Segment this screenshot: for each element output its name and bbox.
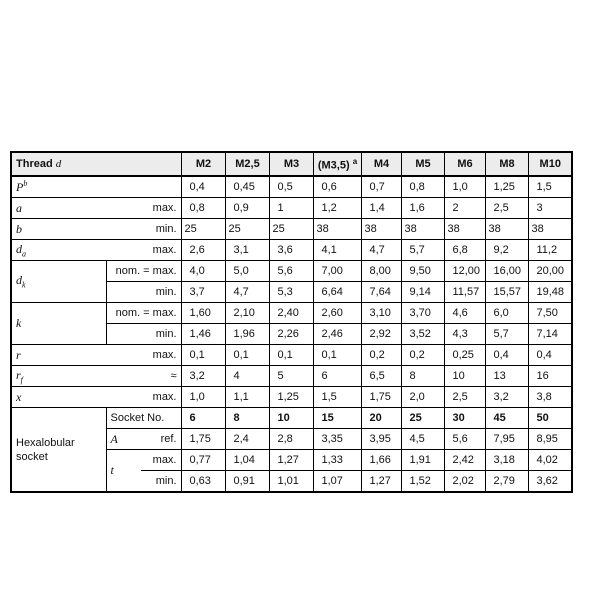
table-cell: 2,5 [485, 198, 528, 219]
table-cell: 1,1 [225, 387, 269, 408]
table-cell: 2 [444, 198, 485, 219]
table-cell: 1,66 [361, 450, 401, 471]
table-cell: 1,4 [361, 198, 401, 219]
table-cell: 3,1 [225, 240, 269, 261]
col-header: M2,5 [225, 152, 269, 176]
table-cell: 1 [269, 198, 313, 219]
table-cell: 0,2 [401, 345, 444, 366]
row-qualifier: max. [106, 387, 181, 408]
table-cell: 8 [225, 408, 269, 429]
table-cell: 3,35 [313, 429, 361, 450]
table-cell: 4,7 [361, 240, 401, 261]
table-cell: 0,7 [361, 176, 401, 198]
table-cell: 2,46 [313, 324, 361, 345]
row-symbol: b [11, 219, 106, 240]
table-cell: 5 [269, 366, 313, 387]
table-cell: 15,57 [485, 282, 528, 303]
table-cell: 5,3 [269, 282, 313, 303]
table-cell: 7,64 [361, 282, 401, 303]
table-cell: 1,27 [269, 450, 313, 471]
table-cell: 7,95 [485, 429, 528, 450]
row-r [11, 345, 572, 366]
col-header: M4 [361, 152, 401, 176]
table-cell: 20 [361, 408, 401, 429]
table-cell: 0,45 [225, 176, 269, 198]
table-cell: 4,3 [444, 324, 485, 345]
table-cell: 2,60 [313, 303, 361, 324]
col-header: M10 [528, 152, 572, 176]
col-header: (M3,5) $^a$ [313, 152, 361, 176]
table-cell: 1,33 [313, 450, 361, 471]
table-cell: 1,07 [313, 471, 361, 493]
header-row [11, 152, 572, 176]
table-cell: 38 [485, 219, 528, 240]
col-header: M3 [269, 152, 313, 176]
table-cell: 12,00 [444, 261, 485, 282]
table-cell: 16,00 [485, 261, 528, 282]
table-cell: 6,8 [444, 240, 485, 261]
table-cell: 3,62 [528, 471, 572, 493]
table-cell: 2,40 [269, 303, 313, 324]
table-cell: 16 [528, 366, 572, 387]
row-qualifier: max. [106, 198, 181, 219]
table-cell: 3,18 [485, 450, 528, 471]
table-cell: 3,7 [181, 282, 225, 303]
table-cell: 15 [313, 408, 361, 429]
table-cell: 38 [361, 219, 401, 240]
row-symbol: k [11, 303, 106, 345]
table-cell: 0,8 [181, 198, 225, 219]
row-symbol: r [11, 345, 106, 366]
table-cell: 4,5 [401, 429, 444, 450]
table-cell: 3,2 [485, 387, 528, 408]
row-qualifier: nom. = max. [106, 261, 181, 282]
table-cell: 25 [401, 408, 444, 429]
table-cell: 0,4 [181, 176, 225, 198]
table-cell: 2,92 [361, 324, 401, 345]
table-cell: 2,0 [401, 387, 444, 408]
table-cell: 1,01 [269, 471, 313, 493]
row-symbol: $d_a$ [11, 240, 106, 261]
table-cell: 10 [444, 366, 485, 387]
table-cell: 3,95 [361, 429, 401, 450]
table-cell: 0,8 [401, 176, 444, 198]
table-cell: 2,79 [485, 471, 528, 493]
table-cell: 1,6 [401, 198, 444, 219]
table-cell: 20,00 [528, 261, 572, 282]
table-cell: 1,27 [361, 471, 401, 493]
col-header: M8 [485, 152, 528, 176]
row-qualifier: min. [106, 324, 181, 345]
table-cell: 5,7 [401, 240, 444, 261]
table-cell: 1,46 [181, 324, 225, 345]
table-cell: 0,63 [181, 471, 225, 493]
row-da [11, 240, 572, 261]
table-cell: 1,60 [181, 303, 225, 324]
table-cell: 0,1 [269, 345, 313, 366]
table-cell: 19,48 [528, 282, 572, 303]
table-cell: 1,75 [181, 429, 225, 450]
table-cell: 30 [444, 408, 485, 429]
table-cell: 38 [401, 219, 444, 240]
table-cell: 4 [225, 366, 269, 387]
table-cell: 5,0 [225, 261, 269, 282]
table-cell: 1,04 [225, 450, 269, 471]
table-cell: 9,50 [401, 261, 444, 282]
table-cell: 5,7 [485, 324, 528, 345]
table-cell: 1,5 [528, 176, 572, 198]
table-cell: 4,7 [225, 282, 269, 303]
row-socket-no [11, 408, 572, 429]
row-b [11, 219, 572, 240]
table-cell: 0,4 [485, 345, 528, 366]
row-k-nom [11, 303, 572, 324]
row-symbol: $d_k$ [11, 261, 106, 303]
table-cell: 2,10 [225, 303, 269, 324]
table-cell: 38 [528, 219, 572, 240]
table-cell: 3,10 [361, 303, 401, 324]
row-x [11, 387, 572, 408]
row-symbol-qualifier: A ref. [106, 429, 181, 450]
table-cell: 1,96 [225, 324, 269, 345]
table-cell: 1,91 [401, 450, 444, 471]
table-cell: 0,77 [181, 450, 225, 471]
table-cell: 25 [225, 219, 269, 240]
table-cell: 8 [401, 366, 444, 387]
table-cell: 38 [313, 219, 361, 240]
row-symbol: $P^b$ [11, 176, 106, 198]
table-cell: 2,4 [225, 429, 269, 450]
table-cell: 3,2 [181, 366, 225, 387]
row-rf [11, 366, 572, 387]
thread-header: Thread d [11, 152, 181, 176]
row-qualifier: max. [106, 240, 181, 261]
table-cell: 2,5 [444, 387, 485, 408]
socket-no-label: Socket No. [106, 408, 181, 429]
table-cell: 0,4 [528, 345, 572, 366]
table-cell: 1,0 [181, 387, 225, 408]
table-cell: 6 [181, 408, 225, 429]
table-cell: 4,1 [313, 240, 361, 261]
table-cell: 13 [485, 366, 528, 387]
table-cell: 3,52 [401, 324, 444, 345]
table-cell: 11,57 [444, 282, 485, 303]
table-cell: 45 [485, 408, 528, 429]
row-qualifier [106, 176, 181, 198]
table-cell: 0,1 [313, 345, 361, 366]
row-symbol: a [11, 198, 106, 219]
table-cell: 6,64 [313, 282, 361, 303]
table-cell: 4,6 [444, 303, 485, 324]
table-cell: 0,1 [225, 345, 269, 366]
row-dk-nom [11, 261, 572, 282]
table-cell: 11,2 [528, 240, 572, 261]
table-cell: 8,95 [528, 429, 572, 450]
table-cell: 9,2 [485, 240, 528, 261]
table-cell: 1,2 [313, 198, 361, 219]
row-qualifier: min. [106, 219, 181, 240]
table-cell: 1,25 [269, 387, 313, 408]
table-cell: 7,14 [528, 324, 572, 345]
col-header: M2 [181, 152, 225, 176]
table-cell: 6,5 [361, 366, 401, 387]
table-cell: 3 [528, 198, 572, 219]
table-cell: 6,0 [485, 303, 528, 324]
table-cell: 2,6 [181, 240, 225, 261]
dimensions-table [10, 151, 573, 493]
table-cell: 4,0 [181, 261, 225, 282]
table-cell: 9,14 [401, 282, 444, 303]
table-cell: 7,50 [528, 303, 572, 324]
row-pitch [11, 176, 572, 198]
row-symbol: $r_f$ [11, 366, 106, 387]
table-cell: 4,02 [528, 450, 572, 471]
table-cell: 0,6 [313, 176, 361, 198]
row-a [11, 198, 572, 219]
table-cell: 25 [269, 219, 313, 240]
table-cell: 0,5 [269, 176, 313, 198]
table-cell: 25 [181, 219, 225, 240]
table-cell: 2,02 [444, 471, 485, 493]
row-qualifier: ≈ [106, 366, 181, 387]
table-cell: 10 [269, 408, 313, 429]
table-cell: 0,9 [225, 198, 269, 219]
table-cell: 7,00 [313, 261, 361, 282]
table-cell: 2,26 [269, 324, 313, 345]
table-cell: 0,91 [225, 471, 269, 493]
table-cell: 38 [444, 219, 485, 240]
table-cell: 1,0 [444, 176, 485, 198]
col-header: M6 [444, 152, 485, 176]
col-header: M5 [401, 152, 444, 176]
table-cell: 1,25 [485, 176, 528, 198]
table-cell: 0,1 [181, 345, 225, 366]
table-cell: 2,42 [444, 450, 485, 471]
table-cell: 1,52 [401, 471, 444, 493]
table-cell: 0,2 [361, 345, 401, 366]
row-qualifier: max. [106, 345, 181, 366]
table-cell: 8,00 [361, 261, 401, 282]
table-cell: 50 [528, 408, 572, 429]
table-cell: 1,5 [313, 387, 361, 408]
row-qualifier: nom. = max. [106, 303, 181, 324]
table-cell: 5,6 [444, 429, 485, 450]
table-cell: 3,6 [269, 240, 313, 261]
table-cell: 6 [313, 366, 361, 387]
row-symbol: x [11, 387, 106, 408]
table-cell: 0,25 [444, 345, 485, 366]
table-cell: 3,8 [528, 387, 572, 408]
hexalobular-socket-label: Hexalobular socket [11, 408, 106, 493]
table-cell: 2,8 [269, 429, 313, 450]
table-cell: 3,70 [401, 303, 444, 324]
table-cell: 5,6 [269, 261, 313, 282]
row-qualifier: min. [106, 282, 181, 303]
table-cell: 1,75 [361, 387, 401, 408]
row-symbol-qualifier: t max. min. [106, 450, 181, 493]
